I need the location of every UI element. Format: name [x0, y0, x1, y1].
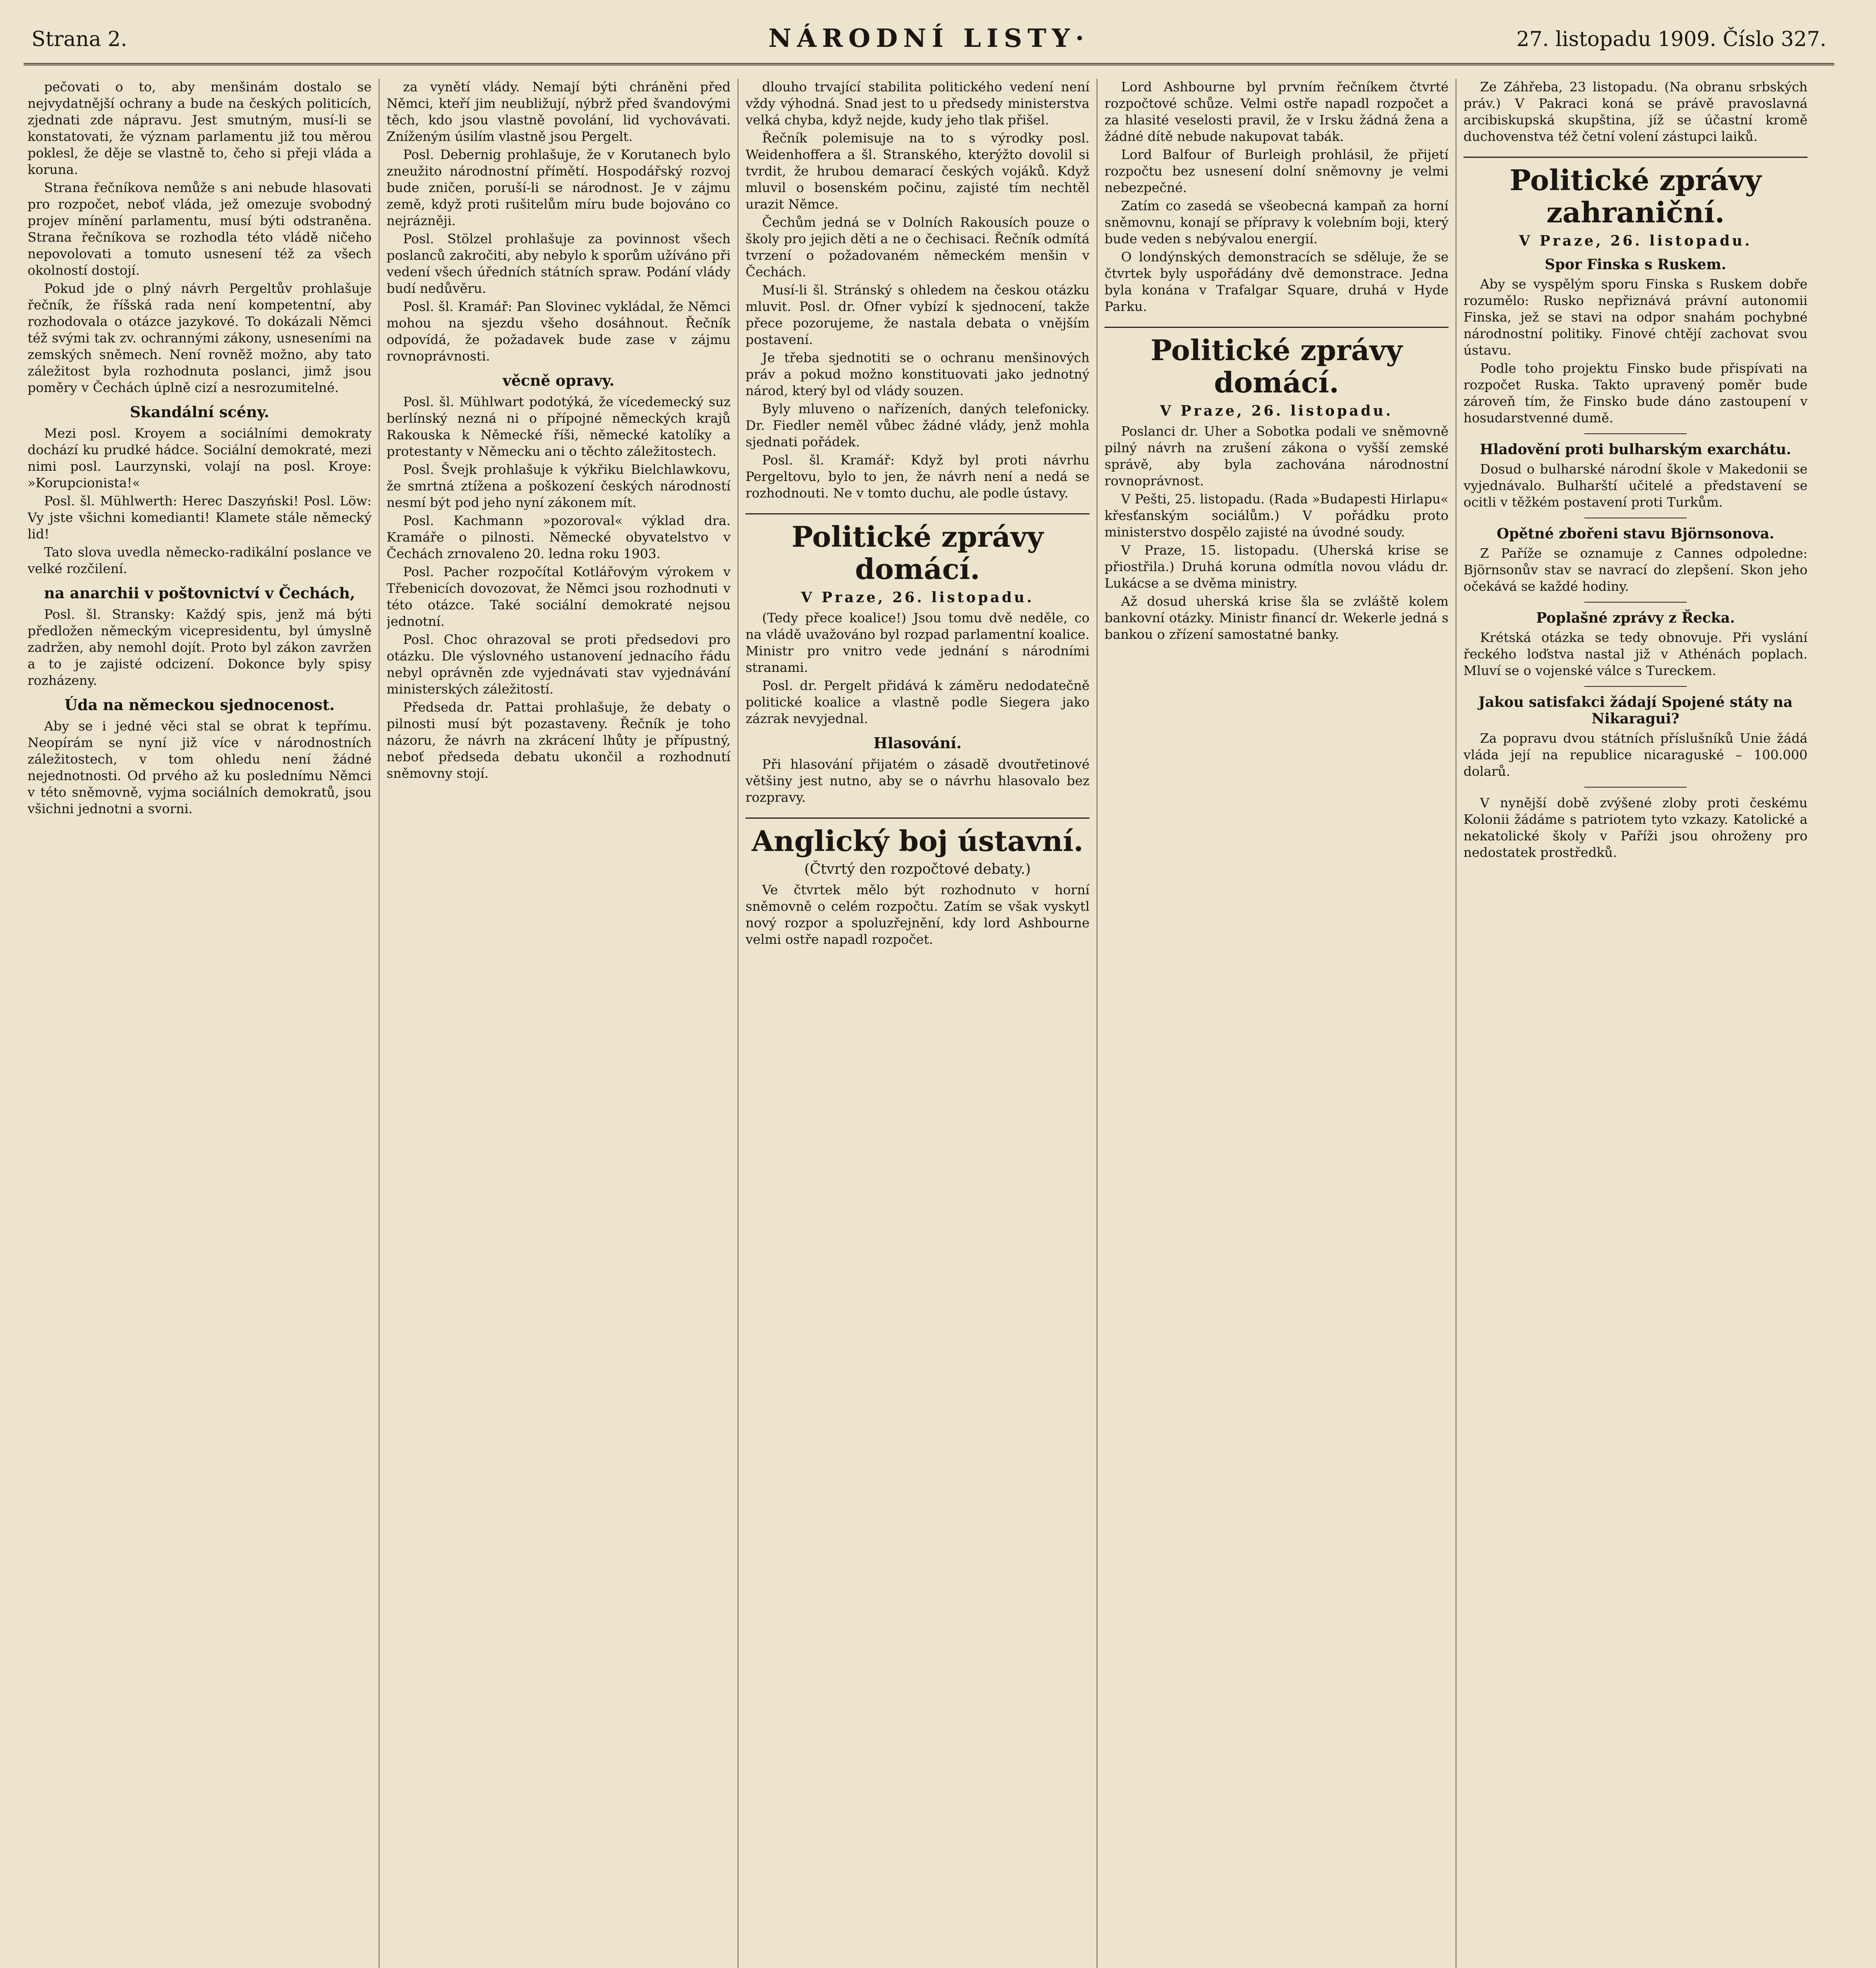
divider — [1584, 602, 1687, 603]
paragraph: Strana řečníkova nemůže s ani nebude hlasovati pro rozpočet, neboť vláda, jež omezuje svobodný projev mínění parlamentu, musí býti odstraněna. Strana řečníkova se rozhodla této vládě ničeho nepovolovati a tomuto usnesení též za všech okolností dostojí. — [28, 180, 372, 278]
section-heading: Hlasování. — [873, 734, 962, 752]
paragraph: V Praze, 15. listopadu. (Uherská krise se přiostřila.) Druhá koruna odmítla novou vládu dr. Lukácse a se dvěma ministry. — [1105, 542, 1449, 591]
paragraph: Pokud jde o plný návrh Pergeltův prohlašuje řečník, že říšská rada není kompetentní, aby rozhodovala o otázce jazykové. To dokázali Němci též svými tak zv. ochrannými zákony, usneseními na zemských sněmech. Není rovněž možno, aby tato záležitost byla rozhodnuta poslanci, jimž jsou poměry v Čechách úplně cizí a nesrozumitelné. — [28, 281, 372, 395]
masthead-title: NÁRODNÍ LISTY· — [768, 24, 1090, 53]
subheading: Spor Finska s Ruskem. — [1545, 256, 1726, 273]
paragraph: Mezi posl. Kroyem a sociálními demokraty dochází ku prudké hádce. Sociální demokraté, mezi nimi posl. Laurzynski, volají na posl. Kroye: »Korupcionista!« — [28, 425, 372, 490]
paragraph: (Tedy přece koalice!) Jsou tomu dvě neděle, co na vládě uvažováno byl rozpad parlamentní koalice. Ministr pro vnitro vede jednání s národními stranami. — [746, 610, 1090, 675]
paragraph: Za popravu dvou státních příslušníků Unie žádá vláda její na republice nicaraguské – 100.000 dolarů. — [1463, 731, 1808, 779]
subheading: Jakou satisfakci žádají Spojené státy na Nikaragui? — [1478, 694, 1793, 727]
paragraph: Dosud o bulharské národní škole v Makedonii se vyjednávalo. Bulharští učitelé a představení se ocitli v těžkém postavení proti Turkům. — [1463, 461, 1808, 510]
column-5 — [1463, 79, 1808, 1968]
paragraph: Podle toho projektu Finsko bude přispívati na rozpočet Ruska. Takto upravený poměr bude zároveň tím, že Finsko bude dáno zastoupení v hosudarstvenné dumě. — [1463, 361, 1808, 425]
paragraph: Posl. Choc ohrazoval se proti předsedovi pro otázku. Dle výslovného ustanovení jednacího řádu nebyl oprávněn zde vyjednávati stav vyjednávání ministerských záležitostí. — [387, 632, 731, 697]
paragraph: pečovati o to, aby menšinám dostalo se nejvydatnější ochrany a bude na českých politicích, zjednati zde nápravu. Jest smutným, musí-li se konstatovati, že význam parlamentu již tou měrou poklesl, že děje se vlastně to, čeho si přeji vláda a koruna. — [28, 79, 372, 177]
column-1 — [28, 79, 372, 1968]
paragraph: Ze Záhřeba, 23 listopadu. (Na obranu srbských práv.) V Pakraci koná se právě pravoslavná arcibiskupská skupština, jíž se účastní kromě duchovenstva též četní volení zástupci laiků. — [1463, 79, 1808, 144]
section-heading: Skandální scény. — [130, 403, 270, 421]
column-3 — [746, 79, 1090, 1968]
paragraph: Lord Ashbourne byl prvním řečníkem čtvrté rozpočtové schůze. Velmi ostře napadl rozpočet a za hlasité veselosti pravil, že v Irsku žádná žena a žádné dítě nebude nakupovat tabák. — [1105, 79, 1449, 144]
paragraph: Krétská otázka se tedy obnovuje. Při vyslání řeckého loďstva nastal již v Athénách poplach. Mluví se o vojenské válce s Tureckem. — [1463, 630, 1808, 678]
paragraph: Předseda dr. Pattai prohlašuje, že debaty o pilnosti musí být pozastaveny. Řečník je toho názoru, že návrh na zkrácení lhůty je přípustný, neboť předseda debatu ukončil a rozhodnutí sněmovny stojí. — [387, 699, 731, 781]
paragraph: Při hlasování přijatém o zásadě dvoutřetinové většiny jest nutno, aby se o návrhu hlasovalo bez rozpravy. — [746, 756, 1090, 805]
section-headline: Politické zprávy domácí. — [746, 513, 1090, 585]
dateline: V Praze, 26. listopadu. — [1160, 403, 1393, 419]
paragraph: Řečník polemisuje na to s výrodky posl. Weidenhoffera a šl. Stranského, kterýžto dovolil si tvrdit, že hrubou demarací českých vojáků. Když mluvil o bosenském počinu, zajisté tím nechtěl urazit Němce. — [746, 130, 1090, 212]
paragraph: Posl. šl. Kramář: Pan Slovinec vykládal, že Němci mohou na sjezdu všeho dosáhnout. Řečník odpovídá, že požadavek bude zase v zájmu rovnoprávnosti. — [387, 299, 731, 364]
column-4 — [1105, 79, 1449, 1968]
paragraph: Zatím co zasedá se všeobecná kampaň za horní sněmovnu, konají se přípravy k volebním boji, který bude veden s nebývalou energií. — [1105, 198, 1449, 246]
paragraph: O londýnských demonstracích se sděluje, že se čtvrtek byly uspořádány dvě demonstrace. Jedna byla konána v Trafalgar Square, druhá v Hyde Parku. — [1105, 249, 1449, 314]
paragraph: V nynější době zvýšené zloby proti českému Kolonii žádáme s patriotem tyto vzkazy. Katolické a nekatolické školy v Paříži jsou ohroženy pro nedostatek prostředků. — [1463, 795, 1808, 860]
paragraph: Čechům jedná se v Dolních Rakousích pouze o školy pro jejich děti a ne o čechisaci. Řečník odmítá tvrzení o požadovaném německém menšin v Čechách. — [746, 215, 1090, 279]
paragraph: Je třeba sjednotiti se o ochranu menšinových práv a pokud možno konstituovati jako jednotný národ, který byl od vlády souzen. — [746, 350, 1090, 398]
section-headline: Anglický boj ústavní. — [746, 818, 1090, 857]
divider — [1584, 787, 1687, 788]
section-headline: Politické zprávy domácí. — [1105, 327, 1449, 399]
section-heading: na anarchii v poštovnictví v Čechách, — [44, 584, 355, 602]
paragraph: Z Paříže se oznamuje z Cannes odpoledne: Björnsonův stav se navrací do zlepšení. Skon jeho očekává se každé hodiny. — [1463, 546, 1808, 594]
subheading: Hladovění proti bulharským exarchátu. — [1480, 441, 1791, 458]
paragraph: za vynětí vlády. Nemají býti chráněni před Němci, kteří jim neubližují, nýbrž před švandovými těch, kdo jsou vlastně povolání, lid vychovávati. Zníženým úsilím vlastně jsou Pergelt. — [387, 79, 731, 144]
paragraph: Byly mluveno o nařízeních, daných telefonicky. Dr. Fiedler neměl vůbec žádné vlády, jenž mohla sjednati pořádek. — [746, 401, 1090, 449]
issue-date: 27. listopadu 1909. Číslo 327. — [1516, 28, 1826, 51]
page-header — [24, 16, 1834, 65]
paragraph: Až dosud uherská krise šla se zvláště kolem bankovní otázky. Ministr financí dr. Wekerle jedná s bankou o zřízení samostatné banky. — [1105, 594, 1449, 642]
divider — [1584, 433, 1687, 434]
paragraph: Musí-li šl. Stránský s ohledem na českou otázku mluvit. Posl. dr. Ofner vybízí k sjednocení, takže přece pozorujeme, že nastala debata o vnějším postavení. — [746, 282, 1090, 347]
paragraph: Posl. Stölzel prohlašuje za povinnost všech poslanců zakročiti, aby nebylo k sporům užíváno při vedení všech úředních státních spraw. Podání vlády budí nedůvěru. — [387, 231, 731, 296]
paragraph: Ve čtvrtek mělo být rozhodnuto v horní sněmovně o celém rozpočtu. Zatím se však vyskytl nový rozpor a spoluzřejnění, kdy lord Ashbourne velmi ostře napadl rozpočet. — [746, 882, 1090, 947]
subheading: Opětné zbořeni stavu Björnsonova. — [1497, 525, 1774, 542]
paragraph: Posl. Kachmann »pozoroval« výklad dra. Kramáře o pilnosti. Německé obyvatelstvo v Čechách zrnovaleno 20. ledna roku 1903. — [387, 513, 731, 561]
section-headline: Politické zprávy zahraniční. — [1463, 157, 1808, 229]
paragraph: Tato slova uvedla německo-radikální poslance ve velké rozčilení. — [28, 544, 372, 576]
section-heading: Úda na německou sjednocenost. — [64, 696, 335, 714]
subheading: Poplašné zprávy z Řecka. — [1536, 610, 1735, 626]
paragraph: V Pešti, 25. listopadu. (Rada »Budapesti Hirlapu« křesťanským sociálům.) V pořádku proto ministerstvo dospělo zajisté na úvodné soudy. — [1105, 491, 1449, 540]
column-2 — [387, 79, 731, 1968]
paragraph: Posl. šl. Stransky: Každý spis, jenž má býti předložen německým vicepresidentu, byl úmyslně zadržen, aby nemohl dojít. Proto byl zákon zavržen a to je zajisté odcizení. Dokonce byly spisy rozházeny. — [28, 607, 372, 688]
section-heading: věcně opravy. — [502, 372, 615, 389]
paragraph: Posl. dr. Pergelt přidává k záměru nedodatečně politické koalice a vlastně podle Siegera jako zázrak nevyjednal. — [746, 678, 1090, 726]
paragraph: Posl. Pacher rozpočítal Kotlářovým výrokem v Třebenicích dovozovat, že Němci jsou rozhodnuti v této otázce. Také sociální demokraté nejsou jednotní. — [387, 564, 731, 629]
paragraph: dlouho trvající stabilita politického vedení není vždy výhodná. Snad jest to u předsedy ministerstva velká chyba, když nejde, kudy jeho tlak přišel. — [746, 79, 1090, 128]
paragraph: Poslanci dr. Uher a Sobotka podali ve sněmovně pilný návrh na zrušení zákona o vyšší zemské správě, aby byla zachována národnostní rovnoprávnost. — [1105, 424, 1449, 488]
page-number: Strana 2. — [31, 28, 128, 51]
paragraph: Aby se i jedné věci stal se obrat k tepřímu. Neopírám se nyní již více v národnostních záležitostech, v tom ohledu není žádné nejednotnosti. Od prvého až ku poslednímu Němci v této sněmovně, vyjma sociálních demokratů, jsou všichni jednotni a svorni. — [28, 718, 372, 816]
dateline: V Praze, 26. listopadu. — [1519, 233, 1752, 249]
dateline: (Čtvrtý den rozpočtové debaty.) — [804, 861, 1031, 877]
dateline: V Praze, 26. listopadu. — [801, 589, 1034, 606]
paragraph: Posl. Švejk prohlašuje k výkřiku Bielchlawkovu, že smrtná ztížena a poškození českých národností nesmí být pod jeho nyní zákonem mít. — [387, 462, 731, 510]
paragraph: Posl. šl. Mühlwart podotýká, že vícedemecký suz berlínský nezná ni o přípojné německých krajů Rakouska k Německé říši, německé katolíky a protestanty v Německu ani o těchto záležitostech. — [387, 394, 731, 459]
paragraph: Aby se vyspělým sporu Finska s Ruskem dobře rozumělo: Rusko nepřiznává právní autonomii Finska, jež se stavi na odpor snahám pochybné národnostní politiky. Finové chtějí zachovat svou ústavu. — [1463, 276, 1808, 358]
paragraph: Posl. šl. Kramář: Když byl proti návrhu Pergeltovu, bylo to jen, že návrh není a nedá se rozhodnouti. Ne v tomto duchu, ale podle ústavy. — [746, 452, 1090, 501]
divider — [1584, 686, 1687, 687]
paragraph: Lord Balfour of Burleigh prohlásil, že přijetí rozpočtu bez usnesení dolní sněmovny je velmi nebezpečné. — [1105, 147, 1449, 195]
paragraph: Posl. Debernig prohlašuje, že v Korutanech bylo zneužito národnostní přímětí. Hospodářský rozvoj bude zničen, poruší-li se národnost. Je v zájmu země, když proti rušitelům míru bude bojováno co nejrázněji. — [387, 147, 731, 228]
paragraph: Posl. šl. Mühlwerth: Herec Daszyński! Posl. Löw: Vy jste všichni komedianti! Klamete stále německý lid! — [28, 493, 372, 542]
